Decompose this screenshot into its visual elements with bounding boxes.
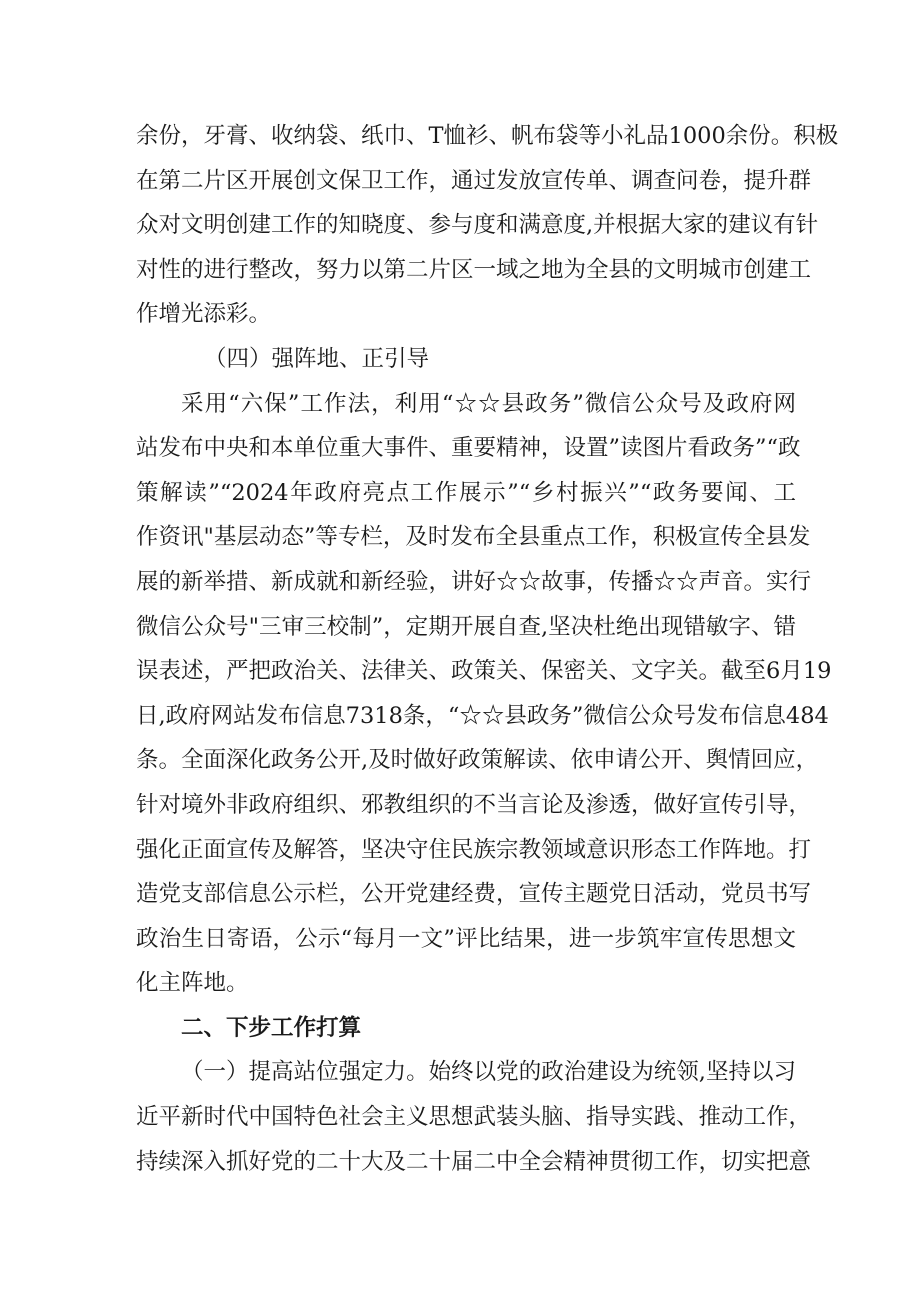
document-body bbox=[136, 114, 839, 1184]
text-line: 众对文明创建工作的知晓度、参与度和满意度,并根据大家的建议有针 bbox=[136, 212, 819, 239]
text-line: 造党支部信息公示栏，公开党建经费，宣传主题党日活动，党员书写 bbox=[136, 881, 812, 908]
text-line: 展的新举措、新成就和新经验，讲好☆☆故事，传播☆☆声音。实行 bbox=[136, 568, 812, 595]
text-line: 针对境外非政府组织、邪教组织的不当言论及渗透，做好宣传引导， bbox=[136, 791, 812, 818]
paragraph-publicity-positions bbox=[136, 382, 832, 1006]
text-line: 持续深入抓好党的二十大及二十届二中全会精神贯彻工作，切实把意 bbox=[136, 1148, 812, 1175]
text-line: 日,政府网站发布信息7318条，“☆☆县政务”微信公众号发布信息484 bbox=[136, 702, 829, 729]
text-line: 化主阵地。 bbox=[136, 970, 249, 997]
text-line: 误表述，严把政治关、法律关、政策关、保密关、文字关。截至6月19 bbox=[136, 658, 832, 685]
text-line: 站发布中央和本单位重大事件、重要精神，设置”读图片看政务”“政 bbox=[136, 435, 801, 462]
text-line: 作资讯"基层动态”等专栏，及时发布全县重点工作，积极宣传全县发 bbox=[136, 524, 811, 551]
section-heading: 二、下步工作打算 bbox=[181, 1014, 362, 1041]
text-line: 余份，牙膏、收纳袋、纸巾、T恤衫、帆布袋等小礼品1000余份。积极 bbox=[136, 123, 839, 149]
paragraph-next-steps bbox=[136, 1050, 812, 1184]
paragraph-gift-and-civic-work bbox=[136, 114, 839, 337]
text-line: 微信公众号"三审三校制”，定期开展自查,坚决杜绝出现错敏字、错 bbox=[136, 613, 796, 640]
section-subheading: （四）强阵地、正引导 bbox=[204, 345, 430, 372]
text-line: 政治生日寄语，公示“每月一文”评比结果，进一步筑牢宣传思想文 bbox=[136, 925, 796, 952]
text-line: 条。全面深化政务公开,及时做好政策解读、依申请公开、舆情回应， bbox=[136, 747, 819, 774]
text-line: 在第二片区开展创文保卫工作，通过发放宣传单、调查问卷，提升群 bbox=[136, 167, 812, 194]
text-line: 策解读”“2024年政府亮点工作展示”“乡村振兴”“政务要闻、工 bbox=[136, 479, 796, 506]
text-line: 强化正面宣传及解答，坚决守住民族宗教领域意识形态工作阵地。打 bbox=[136, 836, 812, 863]
text-line: 近平新时代中国特色社会主义思想武装头脑、指导实践、推动工作， bbox=[136, 1104, 812, 1131]
text-line: 采用“六保”工作法，利用“☆☆县政务”微信公众号及政府网 bbox=[181, 390, 796, 417]
text-line: 作增光添彩。 bbox=[136, 301, 272, 328]
text-line: （一）提高站位强定力。始终以党的政治建设为统领,坚持以习 bbox=[181, 1059, 796, 1086]
text-line: 对性的进行整改，努力以第二片区一域之地为全县的文明城市创建工 bbox=[136, 256, 812, 283]
